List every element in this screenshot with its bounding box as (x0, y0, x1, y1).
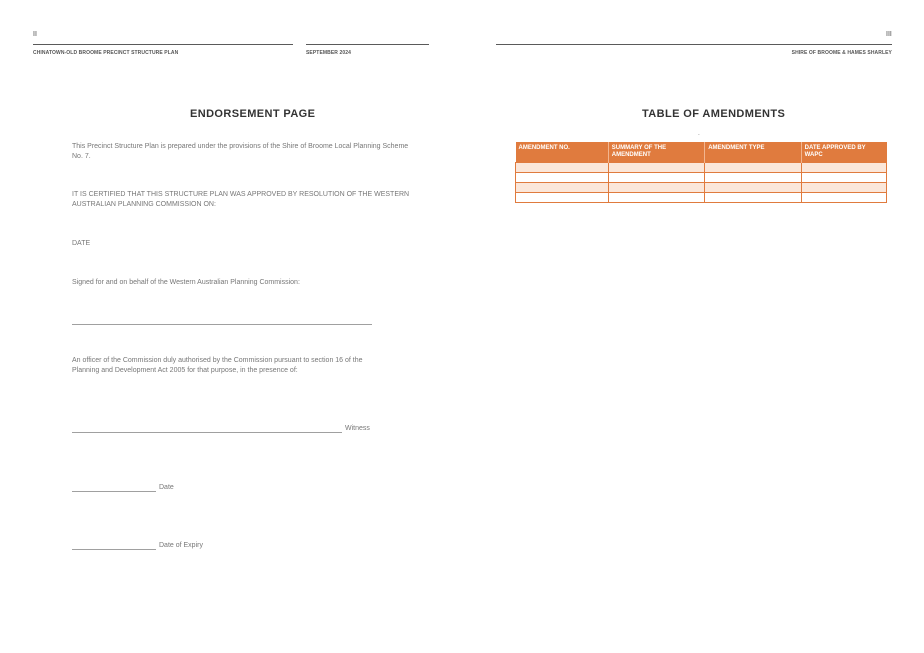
table-cell (516, 173, 609, 183)
right-header-title: SHIRE OF BROOME & HAMES SHARLEY (791, 50, 892, 56)
expiry-label: Date of Expiry (159, 542, 203, 549)
left-header-date: SEPTEMBER 2024 (306, 50, 352, 56)
amendments-title: TABLE OF AMENDMENTS (642, 108, 786, 120)
left-header-title: CHINATOWN-OLD BROOME PRECINCT STRUCTURE PLAN (33, 50, 179, 56)
witness-line (72, 432, 342, 433)
table-row (516, 163, 887, 173)
header-amendment-type: AMENDMENT TYPE (705, 142, 801, 163)
intro-paragraph: This Precinct Structure Plan is prepared under the provisions of the Shire of Broome Local Planning Scheme No. 7. (72, 143, 409, 160)
small-mark: - (698, 132, 700, 138)
table-cell (516, 193, 609, 203)
left-header-rule-right (306, 44, 429, 45)
header-summary: SUMMARY OF THE AMENDMENT (608, 142, 704, 163)
table-cell (516, 183, 609, 193)
table-cell (608, 163, 704, 173)
officer-paragraph: An officer of the Commission duly authorised by the Commission pursuant to section 16 of the Planning and Development Act 2005 for that purpose, in the presence of: (72, 357, 363, 374)
right-header-rule (496, 44, 892, 45)
header-date-approved: DATE APPROVED BY WAPC (801, 142, 886, 163)
left-header-rule (33, 44, 293, 45)
table-cell (608, 183, 704, 193)
certification-paragraph: IT IS CERTIFIED THAT THIS STRUCTURE PLAN WAS APPROVED BY RESOLUTION OF THE WESTERN AUSTRALIAN PLANNING COMMISSION ON: (72, 191, 410, 208)
witness-label: Witness (345, 425, 370, 432)
left-page-number: II (33, 31, 37, 38)
expiry-line (72, 549, 156, 550)
table-cell (608, 193, 704, 203)
right-page-number: III (886, 31, 892, 38)
table-cell (801, 173, 886, 183)
date-line (72, 491, 156, 492)
table-cell (516, 163, 609, 173)
page-title: ENDORSEMENT PAGE (190, 108, 316, 120)
table-cell (705, 163, 801, 173)
table-cell (705, 173, 801, 183)
signed-paragraph: Signed for and on behalf of the Western Australian Planning Commission: (72, 279, 300, 286)
table-cell (705, 193, 801, 203)
table-cell (608, 173, 704, 183)
table-header-row (516, 142, 887, 163)
signature-line (72, 324, 372, 325)
table-cell (801, 193, 886, 203)
table-row (516, 183, 887, 193)
date-label: Date (159, 484, 174, 491)
table-row (516, 193, 887, 203)
header-amendment-no: AMENDMENT NO. (516, 142, 609, 163)
table-cell (801, 183, 886, 193)
table-cell (705, 183, 801, 193)
table-row (516, 173, 887, 183)
table-cell (801, 163, 886, 173)
amendments-table (515, 142, 887, 203)
date-heading: DATE (72, 240, 91, 247)
